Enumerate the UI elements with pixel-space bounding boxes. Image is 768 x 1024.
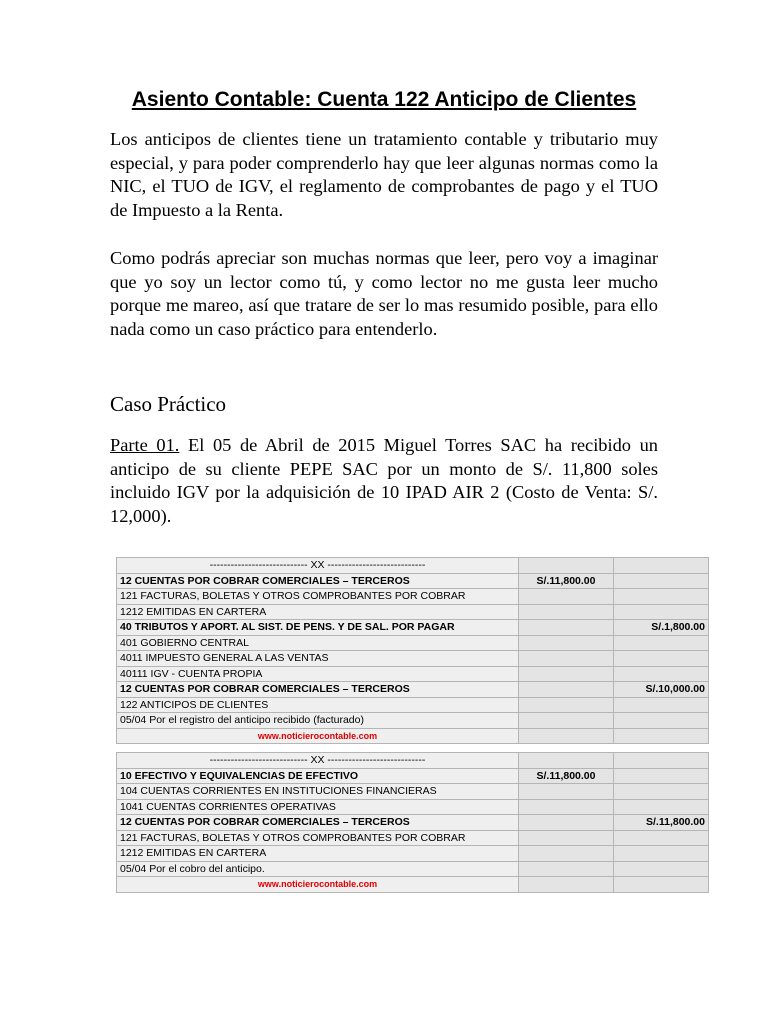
ledger-credit-cell bbox=[614, 635, 709, 651]
ledger-credit-cell bbox=[614, 697, 709, 713]
ledger-debit-cell bbox=[519, 697, 614, 713]
ledger-credit-cell bbox=[614, 713, 709, 729]
ledger-debit-cell bbox=[519, 815, 614, 831]
ledger-debit-cell bbox=[519, 728, 614, 744]
ledger-row bbox=[117, 604, 709, 620]
page-title: Asiento Contable: Cuenta 122 Anticipo de Clientes bbox=[131, 88, 637, 111]
intro-paragraph: Los anticipos de clientes tiene un tratamiento contable y tributario muy especial, y para poder comprenderlo hay que leer algunas normas como la NIC, el TUO de IGV, el reglamento de comprobantes de pago y el TUO de Impuesto a la Renta. bbox=[110, 129, 658, 220]
ledger-credit-cell bbox=[614, 589, 709, 605]
ledger-debit-cell bbox=[519, 651, 614, 667]
part-one-label: Parte 01. bbox=[110, 435, 180, 455]
ledger-debit-cell bbox=[519, 666, 614, 682]
second-paragraph: Como podrás apreciar son muchas normas que leer, pero voy a imaginar que yo soy un lector como tú, y como lector no me gusta leer mucho porque me mareo, así que tratare de ser lo mas resumido posible, para ello nada como un caso práctico para entenderlo. bbox=[110, 248, 658, 339]
ledger-account-cell: ---------------------------- XX ---------------------------- bbox=[117, 558, 519, 574]
ledger-row bbox=[117, 846, 709, 862]
ledger-credit-cell bbox=[614, 604, 709, 620]
ledger-account-cell: 05/04 Por el cobro del anticipo. bbox=[117, 861, 519, 877]
ledger-credit-cell bbox=[614, 651, 709, 667]
ledger-debit-cell bbox=[519, 799, 614, 815]
ledger-row bbox=[117, 682, 709, 698]
ledger-account-cell: 12 CUENTAS POR COBRAR COMERCIALES – TERCEROS bbox=[117, 815, 519, 831]
ledger-account-cell: 1212 EMITIDAS EN CARTERA bbox=[117, 846, 519, 862]
ledger-credit-cell bbox=[614, 846, 709, 862]
ledger-credit-cell: S/.11,800.00 bbox=[614, 815, 709, 831]
ledger-credit-cell bbox=[614, 728, 709, 744]
ledger-account-cell: www.noticierocontable.com bbox=[117, 877, 519, 893]
ledger-credit-cell bbox=[614, 830, 709, 846]
ledger-account-cell: 1212 EMITIDAS EN CARTERA bbox=[117, 604, 519, 620]
ledger-account-cell: 40111 IGV - CUENTA PROPIA bbox=[117, 666, 519, 682]
ledger-debit-cell bbox=[519, 589, 614, 605]
ledger-credit-cell bbox=[614, 784, 709, 800]
ledger-credit-cell bbox=[614, 861, 709, 877]
ledger-account-cell: 12 CUENTAS POR COBRAR COMERCIALES – TERCEROS bbox=[117, 682, 519, 698]
ledger-debit-cell bbox=[519, 713, 614, 729]
ledger-credit-cell bbox=[614, 666, 709, 682]
ledger-row bbox=[117, 558, 709, 574]
ledger-row bbox=[117, 784, 709, 800]
ledger-account-cell: 05/04 Por el registro del anticipo recibido (facturado) bbox=[117, 713, 519, 729]
ledger-row bbox=[117, 635, 709, 651]
ledger-row bbox=[117, 753, 709, 769]
ledger-debit-cell bbox=[519, 753, 614, 769]
journal-entry-table-2 bbox=[116, 752, 709, 893]
ledger-credit-cell bbox=[614, 799, 709, 815]
ledger-row bbox=[117, 697, 709, 713]
ledger-account-cell: 12 CUENTAS POR COBRAR COMERCIALES – TERCEROS bbox=[117, 573, 519, 589]
ledger-row bbox=[117, 713, 709, 729]
ledger-row bbox=[117, 620, 709, 636]
ledger-row bbox=[117, 666, 709, 682]
ledger-debit-cell: S/.11,800.00 bbox=[519, 573, 614, 589]
ledger-debit-cell bbox=[519, 682, 614, 698]
ledger-account-cell: ---------------------------- XX ---------------------------- bbox=[117, 753, 519, 769]
ledger-debit-cell bbox=[519, 620, 614, 636]
ledger-credit-cell: S/.10,000.00 bbox=[614, 682, 709, 698]
ledger-row bbox=[117, 877, 709, 893]
ledger-row bbox=[117, 830, 709, 846]
ledger-debit-cell bbox=[519, 846, 614, 862]
ledger-row bbox=[117, 861, 709, 877]
ledger-account-cell: 40 TRIBUTOS Y APORT. AL SIST. DE PENS. Y DE SAL. POR PAGAR bbox=[117, 620, 519, 636]
ledger-account-cell: 4011 IMPUESTO GENERAL A LAS VENTAS bbox=[117, 651, 519, 667]
ledger-debit-cell bbox=[519, 635, 614, 651]
ledger-credit-cell bbox=[614, 753, 709, 769]
ledger-account-cell: 121 FACTURAS, BOLETAS Y OTROS COMPROBANTES POR COBRAR bbox=[117, 589, 519, 605]
ledger-row bbox=[117, 728, 709, 744]
ledger-row bbox=[117, 651, 709, 667]
ledger-row bbox=[117, 589, 709, 605]
ledger-row bbox=[117, 799, 709, 815]
ledger-account-cell: 401 GOBIERNO CENTRAL bbox=[117, 635, 519, 651]
ledger-account-cell: 122 ANTICIPOS DE CLIENTES bbox=[117, 697, 519, 713]
part-one-text: El 05 de Abril de 2015 Miguel Torres SAC ha recibido un anticipo de su cliente PEPE SAC por un monto de S/. 11,800 soles incluido IGV por la adquisición de 10 IPAD AIR 2 (Costo de Venta: S/. 12,000). bbox=[110, 435, 658, 526]
ledger-debit-cell bbox=[519, 877, 614, 893]
journal-entry-table-1 bbox=[116, 557, 709, 744]
case-heading: Caso Práctico bbox=[110, 392, 227, 416]
ledger-debit-cell: S/.11,800.00 bbox=[519, 768, 614, 784]
ledger-account-cell: 104 CUENTAS CORRIENTES EN INSTITUCIONES FINANCIERAS bbox=[117, 784, 519, 800]
ledger-credit-cell bbox=[614, 877, 709, 893]
ledger-credit-cell bbox=[614, 558, 709, 574]
ledger-account-cell: 121 FACTURAS, BOLETAS Y OTROS COMPROBANTES POR COBRAR bbox=[117, 830, 519, 846]
ledger-row bbox=[117, 768, 709, 784]
ledger-credit-cell bbox=[614, 768, 709, 784]
ledger-row bbox=[117, 815, 709, 831]
ledger-credit-cell bbox=[614, 573, 709, 589]
ledger-account-cell: www.noticierocontable.com bbox=[117, 728, 519, 744]
ledger-debit-cell bbox=[519, 604, 614, 620]
ledger-credit-cell: S/.1,800.00 bbox=[614, 620, 709, 636]
part-one-paragraph bbox=[110, 434, 658, 528]
ledger-debit-cell bbox=[519, 558, 614, 574]
ledger-debit-cell bbox=[519, 830, 614, 846]
ledger-account-cell: 1041 CUENTAS CORRIENTES OPERATIVAS bbox=[117, 799, 519, 815]
ledger-row bbox=[117, 573, 709, 589]
ledger-debit-cell bbox=[519, 784, 614, 800]
ledger-debit-cell bbox=[519, 861, 614, 877]
ledger-account-cell: 10 EFECTIVO Y EQUIVALENCIAS DE EFECTIVO bbox=[117, 768, 519, 784]
